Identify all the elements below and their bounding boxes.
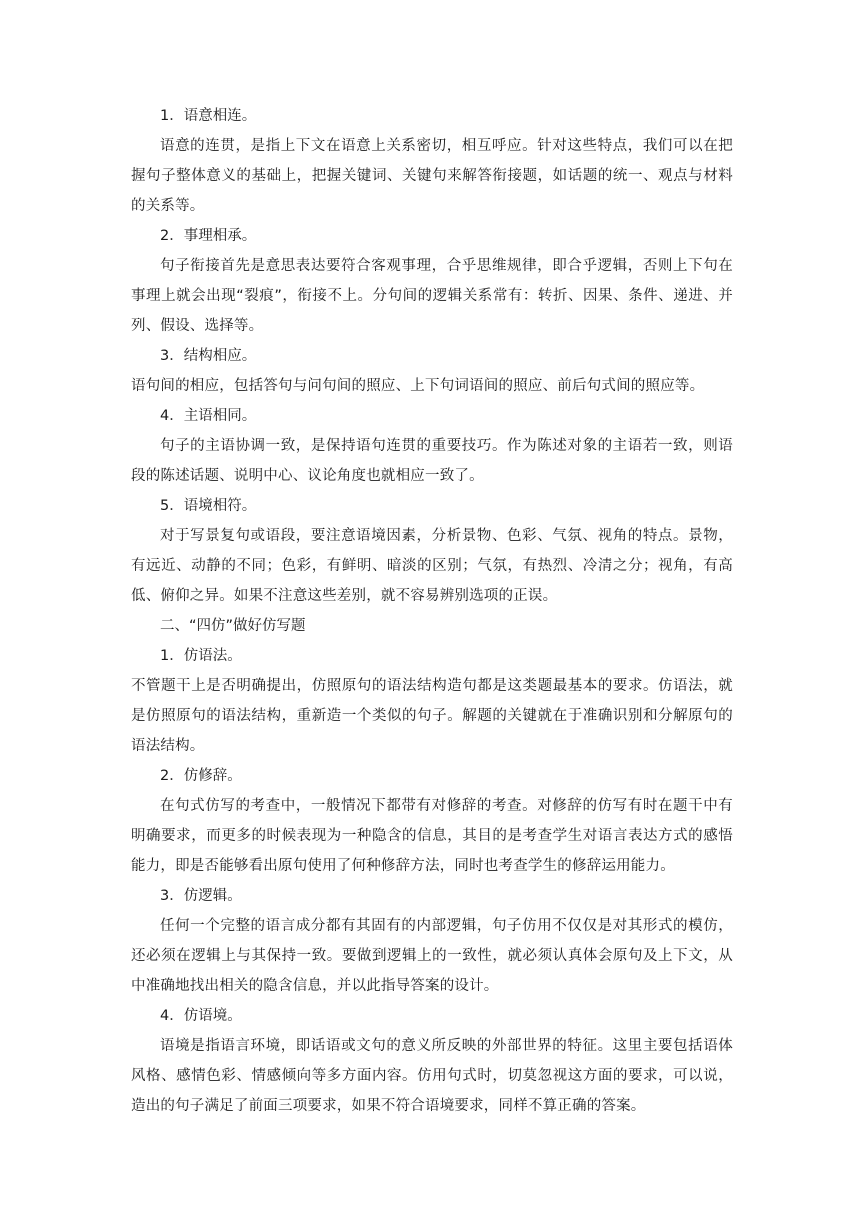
section-paragraph-3: 语句间的相应，包括答句与问句间的照应、上下句词语间的照应、前后句式间的照应等。 xyxy=(131,378,705,394)
section-heading-7: 2．仿修辞。 xyxy=(160,768,242,784)
section-paragraph-9: 语境是指语言环境，即话语或文句的意义所反映的外部世界的特征。这里主要包括语体风格、感情色彩、情感倾向等多方面内容。仿用句式时，切莫忽视这方面的要求，可以说，造出的句子满足了前面三项要求，如果不符合语境要求，同样不算正确的答案。 xyxy=(131,1038,733,1114)
section-paragraph-7: 在句式仿写的考查中，一般情况下都带有对修辞的考查。对修辞的仿写有时在题干中有明确要求，而更多的时候表现为一种隐含的信息，其目的是考查学生对语言表达方式的感悟能力，即是否能够看出原句使用了何种修辞方法，同时也考查学生的修辞运用能力。 xyxy=(131,798,733,874)
document-body xyxy=(131,101,733,1121)
section-heading-6: 1．仿语法。 xyxy=(160,648,242,664)
section-heading-5: 5．语境相符。 xyxy=(160,498,257,514)
section-heading-9: 4．仿语境。 xyxy=(160,1008,242,1024)
section-heading-2: 2．事理相承。 xyxy=(160,228,257,244)
section-heading-4: 4．主语相同。 xyxy=(160,408,257,424)
section-paragraph-4: 句子的主语协调一致，是保持语句连贯的重要技巧。作为陈述对象的主语若一致，则语段的陈述话题、说明中心、议论角度也就相应一致了。 xyxy=(131,438,733,484)
section-heading-3: 3．结构相应。 xyxy=(160,348,257,364)
section-paragraph-1: 语意的连贯，是指上下文在语意上关系密切，相互呼应。针对这些特点，我们可以在把握句子整体意义的基础上，把握关键词、关键句来解答衔接题，如话题的统一、观点与材料的关系等。 xyxy=(131,138,733,214)
section-heading-1: 1．语意相连。 xyxy=(160,108,257,124)
section-heading-8: 3．仿逻辑。 xyxy=(160,888,242,904)
section-paragraph-5: 对于写景复句或语段，要注意语境因素，分析景物、色彩、气氛、视角的特点。景物，有远近、动静的不同；色彩，有鲜明、暗淡的区别；气氛，有热烈、冷清之分；视角，有高低、俯仰之异。如果不注意这些差别，就不容易辨别选项的正误。 xyxy=(131,528,733,604)
part-two-heading: 二、“四仿”做好仿写题 xyxy=(160,618,306,634)
section-paragraph-6: 不管题干上是否明确提出，仿照原句的语法结构造句都是这类题最基本的要求。仿语法，就是仿照原句的语法结构，重新造一个类似的句子。解题的关键就在于准确识别和分解原句的语法结构。 xyxy=(131,678,733,754)
section-paragraph-2: 句子衔接首先是意思表达要符合客观事理，合乎思维规律，即合乎逻辑，否则上下句在事理上就会出现“裂痕”，衔接不上。分句间的逻辑关系常有：转折、因果、条件、递进、并列、假设、选择等。 xyxy=(131,258,733,334)
section-paragraph-8: 任何一个完整的语言成分都有其固有的内部逻辑，句子仿用不仅仅是对其形式的模仿，还必须在逻辑上与其保持一致。要做到逻辑上的一致性，就必须认真体会原句及上下文，从中准确地找出相关的隐含信息，并以此指导答案的设计。 xyxy=(131,918,733,994)
